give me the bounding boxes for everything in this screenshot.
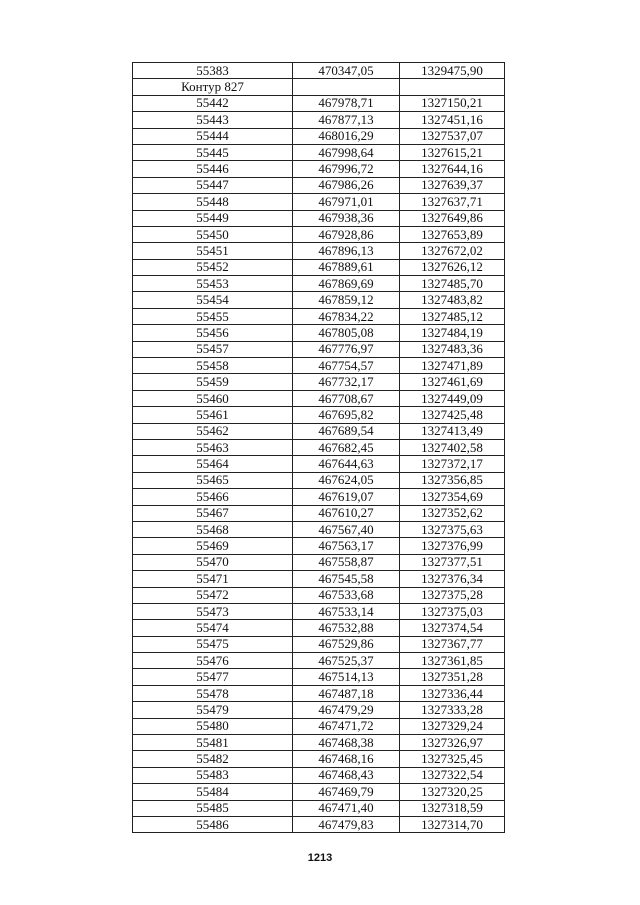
table-row	[133, 439, 505, 455]
y-coordinate-cell: 1327649,86	[400, 210, 505, 226]
point-id-cell: 55456	[133, 325, 293, 341]
point-id-cell: 55449	[133, 210, 293, 226]
x-coordinate-cell: 467619,07	[293, 489, 400, 505]
table-row	[133, 472, 505, 488]
x-coordinate-cell	[293, 79, 400, 95]
x-coordinate-cell: 467928,86	[293, 226, 400, 242]
table-row	[133, 390, 505, 406]
point-id-cell: 55472	[133, 587, 293, 603]
x-coordinate-cell: 467514,13	[293, 669, 400, 685]
point-id-cell: 55457	[133, 341, 293, 357]
x-coordinate-cell: 467877,13	[293, 112, 400, 128]
table-row	[133, 177, 505, 193]
x-coordinate-cell: 467986,26	[293, 177, 400, 193]
y-coordinate-cell: 1327352,62	[400, 505, 505, 521]
table-row	[133, 325, 505, 341]
table-row	[133, 816, 505, 832]
point-id-cell: 55458	[133, 358, 293, 374]
y-coordinate-cell: 1329475,90	[400, 63, 505, 79]
y-coordinate-cell: 1327314,70	[400, 816, 505, 832]
table-row	[133, 128, 505, 144]
x-coordinate-cell: 467479,29	[293, 702, 400, 718]
y-coordinate-cell: 1327672,02	[400, 243, 505, 259]
point-id-cell: 55459	[133, 374, 293, 390]
x-coordinate-cell: 467563,17	[293, 538, 400, 554]
point-id-cell: 55476	[133, 653, 293, 669]
table-row	[133, 194, 505, 210]
table-row	[133, 407, 505, 423]
x-coordinate-cell: 467567,40	[293, 521, 400, 537]
point-id-cell: 55444	[133, 128, 293, 144]
table-row	[133, 292, 505, 308]
point-id-cell: 55483	[133, 767, 293, 783]
x-coordinate-cell: 467532,88	[293, 620, 400, 636]
table-row	[133, 538, 505, 554]
y-coordinate-cell: 1327329,24	[400, 718, 505, 734]
y-coordinate-cell: 1327325,45	[400, 751, 505, 767]
x-coordinate-cell: 467754,57	[293, 358, 400, 374]
point-id-cell: 55464	[133, 456, 293, 472]
coordinates-table	[132, 62, 505, 833]
point-id-cell: 55481	[133, 735, 293, 751]
point-id-cell: 55478	[133, 685, 293, 701]
y-coordinate-cell: 1327375,63	[400, 521, 505, 537]
point-id-cell: 55482	[133, 751, 293, 767]
y-coordinate-cell: 1327485,70	[400, 276, 505, 292]
table-row	[133, 521, 505, 537]
point-id-cell: 55470	[133, 554, 293, 570]
x-coordinate-cell: 467708,67	[293, 390, 400, 406]
point-id-cell: 55451	[133, 243, 293, 259]
point-id-cell: 55477	[133, 669, 293, 685]
x-coordinate-cell: 467859,12	[293, 292, 400, 308]
x-coordinate-cell: 467624,05	[293, 472, 400, 488]
x-coordinate-cell: 467776,97	[293, 341, 400, 357]
x-coordinate-cell: 467529,86	[293, 636, 400, 652]
x-coordinate-cell: 467558,87	[293, 554, 400, 570]
x-coordinate-cell: 467978,71	[293, 95, 400, 111]
x-coordinate-cell: 467487,18	[293, 685, 400, 701]
y-coordinate-cell: 1327484,19	[400, 325, 505, 341]
y-coordinate-cell: 1327471,89	[400, 358, 505, 374]
point-id-cell: 55479	[133, 702, 293, 718]
table-row	[133, 423, 505, 439]
table-row	[133, 554, 505, 570]
point-id-cell: 55461	[133, 407, 293, 423]
y-coordinate-cell: 1327376,34	[400, 571, 505, 587]
x-coordinate-cell: 467468,43	[293, 767, 400, 783]
x-coordinate-cell: 467834,22	[293, 308, 400, 324]
table-row	[133, 112, 505, 128]
x-coordinate-cell: 467469,79	[293, 784, 400, 800]
table-row	[133, 308, 505, 324]
x-coordinate-cell: 467644,63	[293, 456, 400, 472]
x-coordinate-cell: 467533,68	[293, 587, 400, 603]
y-coordinate-cell: 1327483,82	[400, 292, 505, 308]
point-id-cell: 55485	[133, 800, 293, 816]
x-coordinate-cell: 467610,27	[293, 505, 400, 521]
y-coordinate-cell: 1327483,36	[400, 341, 505, 357]
table-row	[133, 800, 505, 816]
x-coordinate-cell: 467896,13	[293, 243, 400, 259]
y-coordinate-cell: 1327322,54	[400, 767, 505, 783]
point-id-cell: 55442	[133, 95, 293, 111]
point-id-cell: 55443	[133, 112, 293, 128]
x-coordinate-cell: 467471,40	[293, 800, 400, 816]
y-coordinate-cell: 1327653,89	[400, 226, 505, 242]
point-id-cell: 55460	[133, 390, 293, 406]
x-coordinate-cell: 467545,58	[293, 571, 400, 587]
y-coordinate-cell: 1327376,99	[400, 538, 505, 554]
y-coordinate-cell: 1327326,97	[400, 735, 505, 751]
point-id-cell: 55452	[133, 259, 293, 275]
point-id-cell: 55484	[133, 784, 293, 800]
point-id-cell: 55455	[133, 308, 293, 324]
y-coordinate-cell: 1327354,69	[400, 489, 505, 505]
table-row	[133, 243, 505, 259]
point-id-cell: 55486	[133, 816, 293, 832]
contour-label-cell: Контур 827	[133, 79, 293, 95]
y-coordinate-cell: 1327449,09	[400, 390, 505, 406]
contour-header-row	[133, 79, 505, 95]
x-coordinate-cell: 467525,37	[293, 653, 400, 669]
point-id-cell: 55462	[133, 423, 293, 439]
x-coordinate-cell: 467468,16	[293, 751, 400, 767]
point-id-cell: 55469	[133, 538, 293, 554]
y-coordinate-cell: 1327367,77	[400, 636, 505, 652]
y-coordinate-cell: 1327150,21	[400, 95, 505, 111]
y-coordinate-cell: 1327320,25	[400, 784, 505, 800]
x-coordinate-cell: 467971,01	[293, 194, 400, 210]
y-coordinate-cell: 1327402,58	[400, 439, 505, 455]
x-coordinate-cell: 467996,72	[293, 161, 400, 177]
table-row	[133, 636, 505, 652]
page-number: 1213	[307, 852, 333, 864]
table-row	[133, 456, 505, 472]
x-coordinate-cell: 467533,14	[293, 603, 400, 619]
point-id-cell: 55450	[133, 226, 293, 242]
table-row	[133, 603, 505, 619]
y-coordinate-cell: 1327485,12	[400, 308, 505, 324]
point-id-cell: 55471	[133, 571, 293, 587]
x-coordinate-cell: 467869,69	[293, 276, 400, 292]
x-coordinate-cell: 467468,38	[293, 735, 400, 751]
y-coordinate-cell: 1327372,17	[400, 456, 505, 472]
point-id-cell: 55466	[133, 489, 293, 505]
table-row	[133, 784, 505, 800]
table-row	[133, 276, 505, 292]
x-coordinate-cell: 467689,54	[293, 423, 400, 439]
x-coordinate-cell: 470347,05	[293, 63, 400, 79]
point-id-cell: 55447	[133, 177, 293, 193]
table-row	[133, 767, 505, 783]
table-row	[133, 751, 505, 767]
y-coordinate-cell: 1327318,59	[400, 800, 505, 816]
y-coordinate-cell: 1327644,16	[400, 161, 505, 177]
table-row	[133, 489, 505, 505]
table-row	[133, 341, 505, 357]
y-coordinate-cell: 1327375,03	[400, 603, 505, 619]
table-row	[133, 259, 505, 275]
table-row	[133, 374, 505, 390]
y-coordinate-cell: 1327537,07	[400, 128, 505, 144]
table-row	[133, 63, 505, 79]
point-id-cell: 55383	[133, 63, 293, 79]
table-row	[133, 226, 505, 242]
point-id-cell: 55475	[133, 636, 293, 652]
y-coordinate-cell: 1327425,48	[400, 407, 505, 423]
point-id-cell: 55480	[133, 718, 293, 734]
table-row	[133, 685, 505, 701]
y-coordinate-cell: 1327637,71	[400, 194, 505, 210]
point-id-cell: 55454	[133, 292, 293, 308]
x-coordinate-cell: 467695,82	[293, 407, 400, 423]
y-coordinate-cell: 1327333,28	[400, 702, 505, 718]
table-row	[133, 735, 505, 751]
point-id-cell: 55453	[133, 276, 293, 292]
y-coordinate-cell: 1327461,69	[400, 374, 505, 390]
table-row	[133, 718, 505, 734]
point-id-cell: 55473	[133, 603, 293, 619]
table-row	[133, 358, 505, 374]
table-row	[133, 669, 505, 685]
y-coordinate-cell: 1327639,37	[400, 177, 505, 193]
table-row	[133, 653, 505, 669]
table-row	[133, 210, 505, 226]
point-id-cell: 55467	[133, 505, 293, 521]
y-coordinate-cell: 1327413,49	[400, 423, 505, 439]
x-coordinate-cell: 467805,08	[293, 325, 400, 341]
y-coordinate-cell: 1327377,51	[400, 554, 505, 570]
y-coordinate-cell: 1327361,85	[400, 653, 505, 669]
y-coordinate-cell: 1327615,21	[400, 144, 505, 160]
point-id-cell: 55463	[133, 439, 293, 455]
table-row	[133, 95, 505, 111]
table-row	[133, 571, 505, 587]
x-coordinate-cell: 467889,61	[293, 259, 400, 275]
point-id-cell: 55448	[133, 194, 293, 210]
y-coordinate-cell: 1327356,85	[400, 472, 505, 488]
x-coordinate-cell: 467732,17	[293, 374, 400, 390]
y-coordinate-cell: 1327451,16	[400, 112, 505, 128]
table-row	[133, 161, 505, 177]
y-coordinate-cell: 1327626,12	[400, 259, 505, 275]
point-id-cell: 55474	[133, 620, 293, 636]
x-coordinate-cell: 467998,64	[293, 144, 400, 160]
table-row	[133, 587, 505, 603]
point-id-cell: 55446	[133, 161, 293, 177]
x-coordinate-cell: 467682,45	[293, 439, 400, 455]
y-coordinate-cell: 1327374,54	[400, 620, 505, 636]
point-id-cell: 55445	[133, 144, 293, 160]
y-coordinate-cell: 1327375,28	[400, 587, 505, 603]
x-coordinate-cell: 467479,83	[293, 816, 400, 832]
point-id-cell: 55465	[133, 472, 293, 488]
y-coordinate-cell	[400, 79, 505, 95]
y-coordinate-cell: 1327351,28	[400, 669, 505, 685]
table-row	[133, 144, 505, 160]
y-coordinate-cell: 1327336,44	[400, 685, 505, 701]
x-coordinate-cell: 467938,36	[293, 210, 400, 226]
table-row	[133, 505, 505, 521]
table-row	[133, 702, 505, 718]
table-row	[133, 620, 505, 636]
point-id-cell: 55468	[133, 521, 293, 537]
x-coordinate-cell: 467471,72	[293, 718, 400, 734]
x-coordinate-cell: 468016,29	[293, 128, 400, 144]
